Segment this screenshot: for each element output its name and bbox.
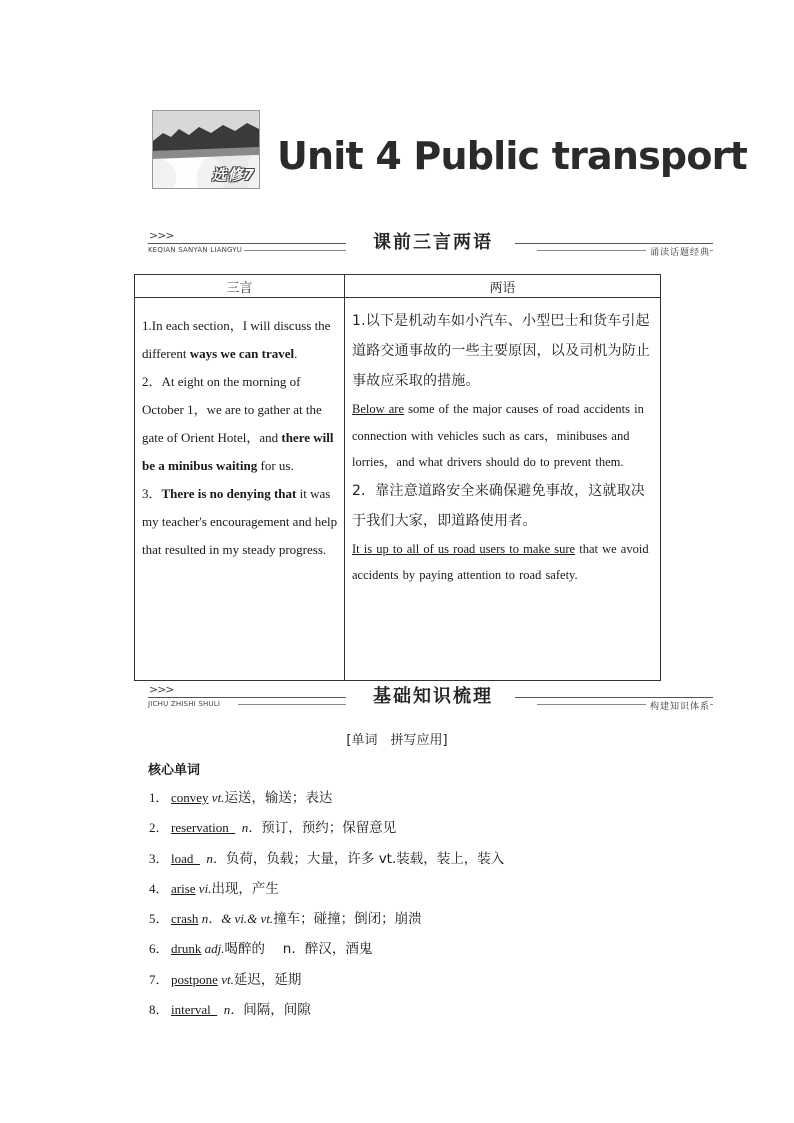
section-pinyin: JICHU ZHISHI SHULI xyxy=(148,700,221,708)
sentence-1: 1.In each section，I will discuss the different ways we can travel. xyxy=(142,318,331,361)
section-header-preview xyxy=(148,229,713,259)
list-item: 6． drunk adj.喝醉的 n．醉汉，酒鬼 xyxy=(149,941,373,958)
list-item: 3． load n．负荷，负载；大量，许多 vt.装载，装上，装入 xyxy=(149,850,505,867)
list-item: 7． postpone vt.延迟，延期 xyxy=(149,971,302,988)
textbook-badge xyxy=(152,110,260,189)
table-header-left: 三言 xyxy=(135,275,345,298)
section-heading: 课前三言两语 xyxy=(373,232,493,253)
table-cell-right xyxy=(345,298,661,681)
badge-label: 选修7 xyxy=(211,166,255,184)
core-words-title: 核心单词 xyxy=(148,763,201,778)
table-cell-left xyxy=(135,298,345,681)
list-item: 1． convey vt.运送，输送；表达 xyxy=(149,790,333,806)
chevron-icon: >>> xyxy=(149,683,174,696)
section-header-basics xyxy=(148,683,713,713)
list-item: 5． crash n．& vi.& vt.撞车；碰撞；倒闭；崩溃 xyxy=(149,911,422,928)
section-tag: 构建知识体系 xyxy=(646,699,710,712)
section-heading: 基础知识梳理 xyxy=(373,686,493,707)
translation-2-cn: 2．靠注意道路安全来确保避免事故，这就取决于我们大家，即道路使用者。 xyxy=(352,482,646,529)
sentence-table xyxy=(134,274,661,681)
sentence-3: 3．There is no denying that it was my teacher's encouragement and help that resulted in my steady progress. xyxy=(142,486,338,557)
table-header-right: 两语 xyxy=(345,275,661,298)
word-list xyxy=(149,786,504,1028)
subheading: [单词 拼写应用] xyxy=(346,733,448,748)
sentence-2: 2．At eight on the morning of October 1，we are to gather at the gate of Orient Hotel，and there will be a minibus waiting for us. xyxy=(142,374,334,473)
list-item: 2． reservation n．预订，预约；保留意见 xyxy=(149,820,397,837)
unit-title: Unit 4 Public transport xyxy=(277,134,747,178)
translation-1-en: Below are some of the major causes of road accidents in connection with vehicles such as cars，minibuses and lorries，and what drivers should do to prevent them. xyxy=(352,402,644,469)
translation-2-en: It is up to all of us road users to make sure that we avoid accidents by paying attention to road safety. xyxy=(352,541,649,582)
list-item: 4． arise vi.出现，产生 xyxy=(149,880,279,897)
chevron-icon: >>> xyxy=(149,229,174,242)
list-item: 8． interval n．间隔，间隙 xyxy=(149,1002,311,1019)
section-pinyin: KEQIAN SANYAN LIANGYU xyxy=(148,246,243,254)
section-tag: 诵读话题经典 xyxy=(646,245,710,258)
translation-1-cn: 1.以下是机动车如小汽车、小型巴士和货车引起道路交通事故的一些主要原因，以及司机为防止事故应采取的措施。 xyxy=(352,313,651,389)
